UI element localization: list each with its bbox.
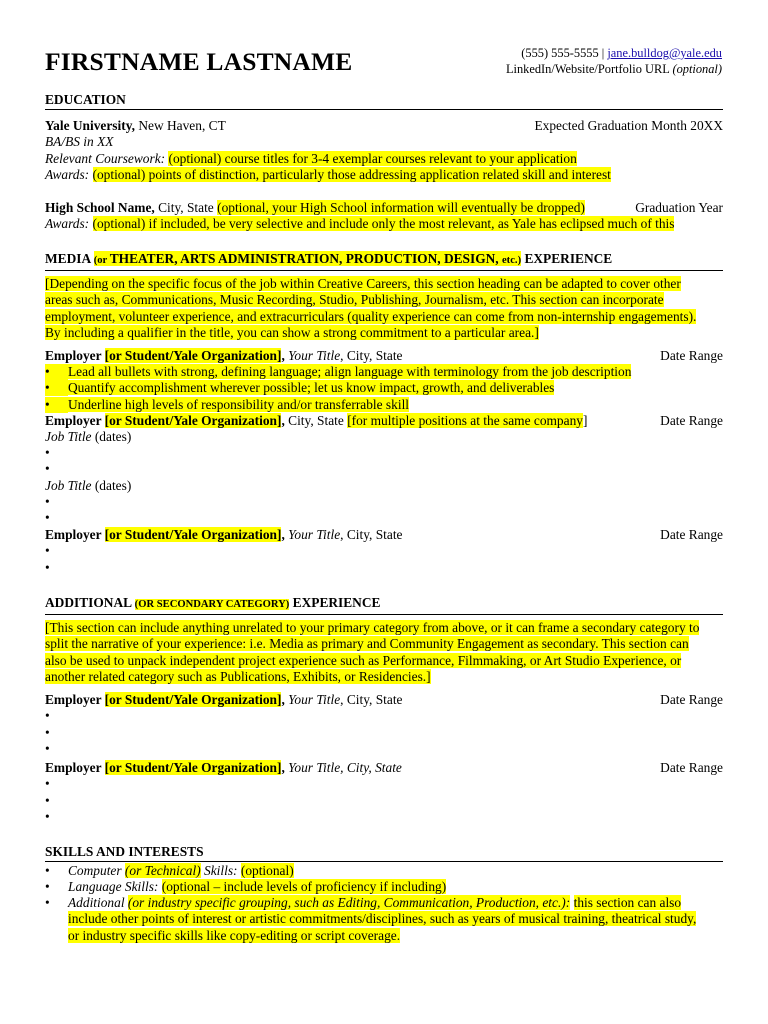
awards-text: (optional) points of distinction, particularly those addressing application related skill and interest — [92, 167, 611, 182]
employer-label: Employer — [45, 527, 105, 542]
job-dates: (dates) — [91, 478, 132, 493]
job-dates: (dates) — [91, 429, 132, 444]
bullet-item — [45, 560, 723, 576]
bullet-text: Quantify accomplishment wherever possible; let us know impact, growth, and deliverables — [68, 380, 555, 395]
bullet-item — [45, 543, 723, 559]
skills-label: Computer — [68, 863, 125, 878]
job-title: Job Title — [45, 478, 92, 493]
bullet-item — [45, 809, 723, 825]
media-employer-3-date: Date Range — [660, 527, 723, 542]
employer-org: [or Student/Yale Organization] — [104, 760, 282, 775]
skills-label-highlight: (or Technical) — [124, 863, 201, 878]
bullet-dot: • — [45, 793, 50, 808]
comma: , — [281, 760, 285, 775]
additional-para-line: another related category such as Publications, Exhibits, or Residencies.] — [45, 669, 431, 685]
additional-para-line: [This section can include anything unrelated to your primary category from above, or it can frame a secondary category to — [45, 620, 700, 635]
skills-label-highlight: (or industry specific grouping, such as Editing, Communication, Production, etc.) — [127, 895, 566, 910]
bullet-item — [45, 776, 723, 792]
degree-text: BA/BS in XX — [45, 134, 114, 149]
media-employer-2-date: Date Range — [660, 413, 723, 428]
bullet-dot: • — [45, 560, 50, 575]
employer-location: , City, State — [340, 348, 403, 363]
hs-name: High School Name, — [45, 200, 155, 215]
your-title-location: Your Title, City, State — [284, 760, 402, 775]
employer-location: , City, State — [340, 692, 403, 707]
additional-heading-c: EXPERIENCE — [289, 595, 381, 610]
additional-employer-1-date: Date Range — [660, 692, 723, 707]
hs-awards-label: Awards: — [45, 216, 90, 231]
media-heading-e: EXPERIENCE — [521, 251, 613, 266]
bullet-dot: • — [45, 895, 50, 910]
employer-location: City, State — [284, 413, 348, 428]
education-heading: EDUCATION — [45, 92, 723, 110]
media-employer-2 — [45, 413, 723, 429]
skills-language — [45, 879, 723, 895]
bullet-item — [45, 445, 723, 461]
media-employer-3 — [45, 527, 723, 543]
phone: (555) 555-5555 | — [521, 46, 608, 60]
comma: , — [281, 527, 285, 542]
bullet-item — [45, 461, 723, 477]
grad-date: Expected Graduation Month 20XX — [534, 118, 723, 133]
hs-note: (optional, your High School information will eventually be dropped) — [217, 200, 585, 215]
skills-additional-text — [68, 895, 723, 944]
bullet-dot: • — [45, 397, 68, 413]
employer-label: Employer — [45, 413, 105, 428]
media-heading-b: (or — [93, 255, 110, 266]
colon: : — [565, 895, 571, 910]
employer-note: [for multiple positions at the same company — [347, 413, 583, 428]
awards-line — [45, 167, 723, 183]
comma: , — [281, 348, 285, 363]
bullet-dot: • — [45, 543, 50, 558]
employer-note-close: ] — [582, 413, 588, 428]
employer-org: [or Student/Yale Organization] — [104, 413, 282, 428]
bullet-item — [45, 364, 723, 380]
employer-label: Employer — [45, 348, 105, 363]
skills-text: (optional – include levels of proficiency if including) — [161, 879, 447, 894]
comma: , — [281, 692, 285, 707]
media-heading-c: THEATER, ARTS ADMINISTRATION, PRODUCTION, DESIGN, — [109, 251, 502, 266]
media-heading — [45, 251, 723, 271]
awards-label: Awards: — [45, 167, 90, 182]
additional-description — [45, 620, 725, 686]
bullet-dot: • — [45, 741, 50, 756]
media-heading-a: MEDIA — [45, 251, 94, 266]
media-description — [45, 276, 725, 342]
additional-employer-2 — [45, 760, 723, 776]
bullet-dot: • — [45, 494, 50, 509]
employer-label: Employer — [45, 760, 105, 775]
highschool-line — [45, 200, 723, 216]
comma: , — [281, 413, 285, 428]
employer-org: [or Student/Yale Organization] — [104, 527, 282, 542]
employer-label: Employer — [45, 692, 105, 707]
school-name: Yale University, — [45, 118, 136, 133]
bullet-item — [45, 793, 723, 809]
job-title-2 — [45, 478, 723, 494]
bullet-item — [45, 397, 723, 413]
additional-para-line: also be used to unpack independent project experience such as Performance, Filmmaking, or Art Studio Experience, or — [45, 652, 682, 668]
media-heading-highlight — [94, 251, 521, 266]
additional-employer-1 — [45, 692, 723, 708]
media-para-line: By including a qualifier in the title, you can show a strong commitment to a particular area.] — [45, 325, 539, 341]
skills-label: Language Skills: — [68, 879, 159, 894]
skills-text: include other points of interest or artistic commitments/disciplines, such as years of musical training, theatrical study, — [68, 911, 697, 927]
additional-heading — [45, 595, 723, 615]
bullet-item — [45, 380, 723, 396]
bullet-dot: • — [45, 863, 50, 878]
skills-additional — [45, 895, 723, 944]
skills-text: this section can also — [573, 895, 682, 910]
bullet-dot: • — [45, 776, 50, 791]
media-heading-d: etc.) — [501, 255, 522, 266]
contact-block — [506, 46, 722, 77]
bullet-item — [45, 494, 723, 510]
media-para-line: employment, volunteer experience, and extracurriculars (quality experience can come from non-internship engagements). — [45, 308, 697, 324]
degree — [45, 134, 723, 150]
employer-org: [or Student/Yale Organization] — [104, 348, 282, 363]
bullet-dot: • — [45, 461, 50, 476]
additional-heading-a: ADDITIONAL — [45, 595, 135, 610]
bullet-item — [45, 725, 723, 741]
bullet-dot: • — [45, 364, 68, 380]
bullet-item — [45, 741, 723, 757]
email-link[interactable]: jane.bulldog@yale.edu — [607, 46, 722, 60]
url-line: LinkedIn/Website/Portfolio URL — [505, 61, 673, 76]
hs-grad: Graduation Year — [635, 200, 723, 215]
school-location: New Haven, CT — [135, 118, 226, 133]
media-para-line: [Depending on the specific focus of the job within Creative Careers, this section heading can be adapted to cover other — [45, 276, 681, 291]
additional-heading-highlight: (OR SECONDARY CATEGORY) — [134, 599, 290, 610]
bullet-dot: • — [45, 380, 68, 396]
skills-computer — [45, 863, 723, 879]
bullet-dot: • — [45, 708, 50, 723]
bullet-dot: • — [45, 725, 50, 740]
your-title: Your Title — [284, 348, 341, 363]
bullet-item — [45, 510, 723, 526]
bullet-dot: • — [45, 809, 50, 824]
coursework-line — [45, 151, 723, 167]
job-title-1 — [45, 429, 723, 445]
additional-employer-2-date: Date Range — [660, 760, 723, 775]
bullet-dot: • — [45, 445, 50, 460]
skills-heading: SKILLS AND INTERESTS — [45, 844, 723, 862]
media-employer-1 — [45, 348, 723, 364]
media-employer-1-date: Date Range — [660, 348, 723, 363]
skills-text: or industry specific skills like copy-editing or script coverage. — [68, 927, 401, 943]
employer-location: , City, State — [340, 527, 403, 542]
coursework-label: Relevant Coursework: — [45, 151, 166, 166]
url-optional: (optional) — [672, 61, 722, 76]
skills-label: Skills: — [200, 863, 238, 878]
your-title: Your Title — [284, 527, 341, 542]
employer-org: [or Student/Yale Organization] — [104, 692, 282, 707]
bullet-item — [45, 708, 723, 724]
bullet-text: Lead all bullets with strong, defining language; align language with terminology from the job description — [68, 364, 632, 379]
bullet-dot: • — [45, 879, 50, 894]
media-para-line: areas such as, Communications, Music Recording, Studio, Publishing, Journalism, etc. This section can incorporate — [45, 292, 664, 308]
hs-location: City, State — [154, 200, 218, 215]
bullet-text: Underline high levels of responsibility and/or transferrable skill — [68, 397, 410, 412]
coursework-text: (optional) course titles for 3-4 exemplar courses relevant to your application — [168, 151, 577, 166]
hs-awards-text: (optional) if included, be very selective and include only the most relevant, as Yale has eclipsed much of this — [92, 216, 675, 231]
job-title: Job Title — [45, 429, 92, 444]
your-title: Your Title — [284, 692, 341, 707]
additional-para-line: split the narrative of your experience: i.e. Media as primary and Community Engagement as secondary. This section can — [45, 636, 689, 652]
bullet-dot: • — [45, 510, 50, 525]
skills-label: Additional — [68, 895, 128, 910]
skills-text: (optional) — [240, 863, 294, 878]
applicant-name: FIRSTNAME LASTNAME — [45, 47, 353, 76]
hs-awards-line — [45, 216, 723, 232]
